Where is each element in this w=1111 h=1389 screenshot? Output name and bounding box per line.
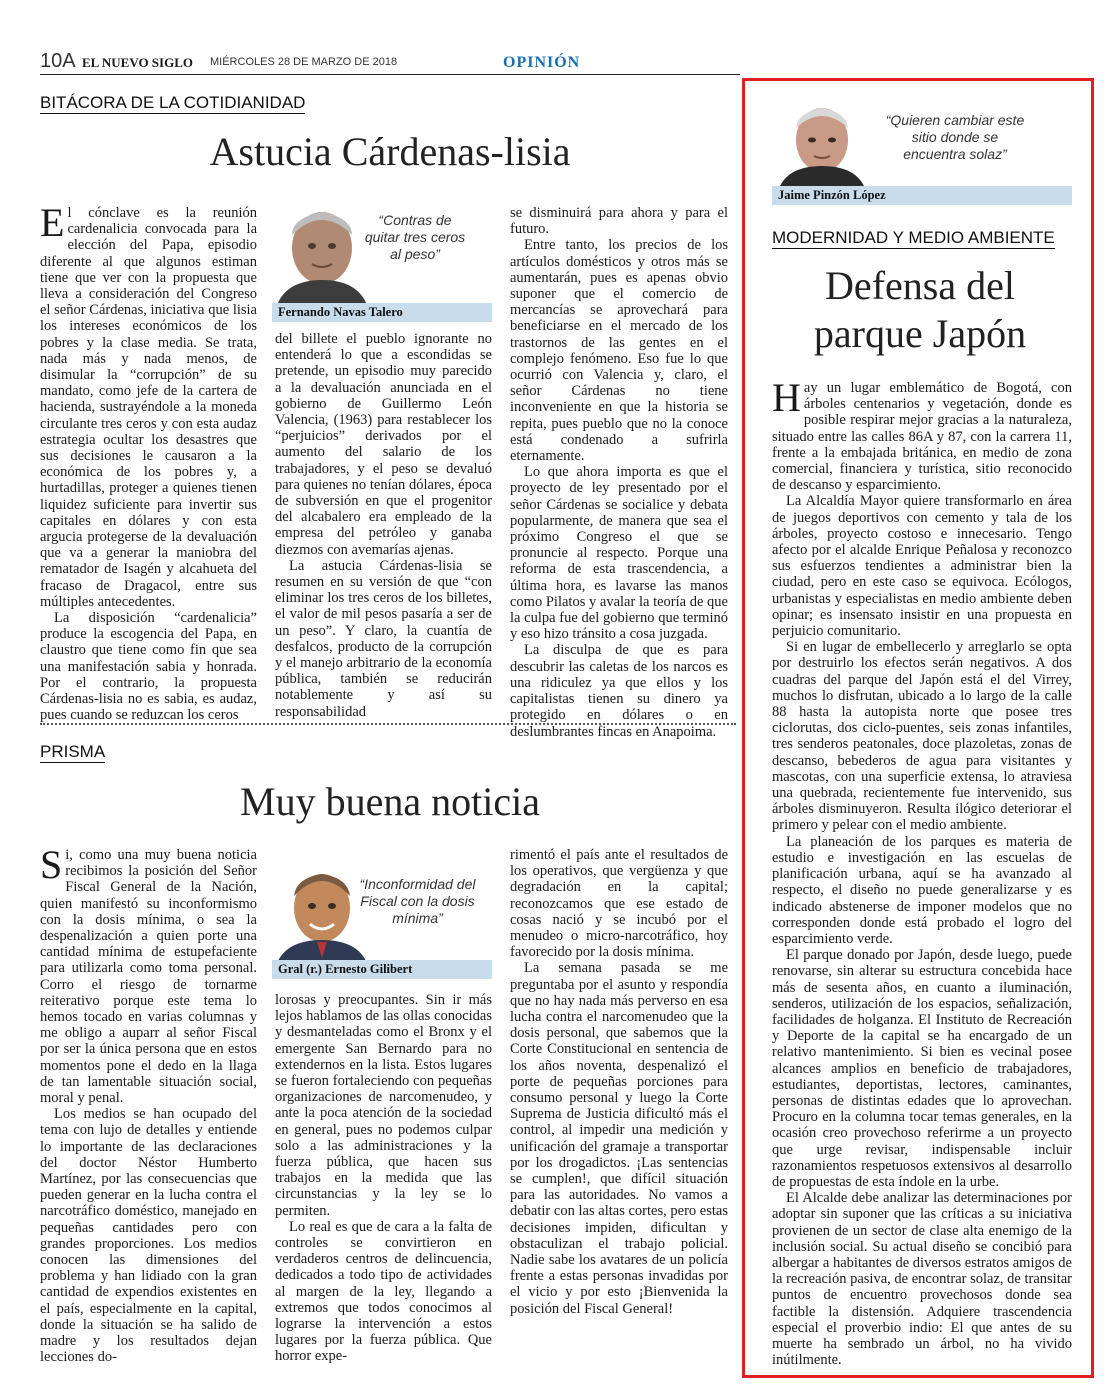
article2-byline: Gral (r.) Ernesto Gilibert <box>272 960 492 979</box>
article1-paragraph: se disminuirá para ahora y para el futuro. <box>510 205 728 238</box>
article1-kicker: BITÁCORA DE LA COTIDIANIDAD <box>40 93 306 112</box>
article2-paragraph: lorosas y preocupantes. Sin ir más lejos hablamos de las ollas conocidas y desmanteladas como el Bronx y el emergente San Bernardo para no extendernos en la lista. Estos lugares se fueron fortaleciendo con pequeñas organizaciones de narcomenudeo, y ante la poca atención de la sociedad en general, pues no podemos culpar solo a las administraciones y la fuerza pública, que hacen sus trabajos en la medida que las circunstancias y la ley se lo permiten. <box>275 992 492 1219</box>
article3-body <box>772 375 1072 1369</box>
newspaper-name: EL NUEVO SIGLO <box>82 55 193 70</box>
article2-pull-quote: “Inconformidad del Fiscal con la dosis mínima” <box>359 876 476 926</box>
article2-column-2 <box>275 992 492 1365</box>
dropcap: H <box>772 375 801 420</box>
author-photo-jaime-pinzon <box>772 98 872 186</box>
article1-column-2 <box>275 331 492 720</box>
article3-paragraph: Hay un lugar emblemático de Bogotá, con árboles centenarios y vegetación, donde es posible respirar mejor gracias a la naturaleza, situado entre las calles 86A y 87, con la carrera 11, frente a la embajada británica, en medio de zona comercial, financiera y turística, sitio reconocido de descanso y esparcimiento. <box>772 375 1072 494</box>
article1-paragraph: Entre tanto, los precios de los artículos domésticos y otros más se aumentarán, pues es apenas obvio suponer que el comercio de mercancías se aprovechará para beneficiarse en el mercado de los trastornos de las gentes en el complejo fenómeno. Eso fue lo que ocurrió con Valencia y, claro, el señor Cárdenas no tiene inconveniente en que la historia se repita, pues pueblo que no la conoce está condenado a sufrirla eternamente. <box>510 237 728 465</box>
dropcap: E <box>40 200 65 245</box>
article1-headline: Astucia Cárdenas-lisia <box>209 129 571 174</box>
article3-headline <box>760 262 1080 358</box>
article1-column-3 <box>510 205 728 740</box>
article2-paragraph: La semana pasada se me preguntaba por el asunto y respondía que no hay nada más perverso en esa lucha contra el narcomenudeo que la dosis personal, que sabemos que la Corte Constitucional en sentencia de los años noventa, despenalizó el porte de pequeñas porciones para consumo personal y luego la Corte Suprema de Justicia dificultó más el control, al impedir una medición y unificación del gramaje a transportar por los drogadictos. ¡Las sentencias se cumplen!, que difícil situación para las autoridades. No vamos a debatir con las altas cortes, pero estas decisiones impiden, dificultan y obstaculizan el trabajo policial. Nadie sabe los avatares de un policía frente a estas personas invadidas por el vicio y por esto ¡Bienvenida la posición del Fiscal General! <box>510 960 728 1317</box>
article1-paragraph: Lo que ahora importa es que el proyecto de ley presentado por el señor Cárdenas se socialice y debata popularmente, de manera que sea el próximo Congreso el que se pronuncie al respecto. Porque una reforma de esta trascendencia, a última hora, es lavarse las manos como Pilatos y avalar la teoría de que la culpa fue del gobierno que terminó y eso hizo tránsito a cosa juzgada. <box>510 464 728 643</box>
article3-headline-line-2: parque Japón <box>813 311 1027 356</box>
dropcap: S <box>40 842 63 887</box>
author-photo-fernando-navas <box>272 200 372 305</box>
article2-paragraph: rimentó el país ante el resultados de los operativos, que vergüenza y que degradación en la capital; reconozcamos que ese estado de cosas nació y se incubó por el menudeo o micro-narcotráfico, hoy favorecido por la dosis mínima. <box>510 847 728 961</box>
article1-paragraph: del billete el pueblo ignorante no entenderá lo que a escondidas se pretende, un episodio muy parecido a la devaluación anunciada en el gobierno de Guillermo León Valencia, (1963) para restablecer los “perjuicios” derivados por el aumento del salario de los trabajadores, y el peso se devaluó para quienes no tenían dólares, época de subversión en que el progenitor del alcabalero era empleado de la empresa del petróleo y ganaba diezmos con avemarías ajenas. <box>275 331 492 558</box>
article3-paragraph: Si en lugar de embellecerlo y arreglarlo se opta por destruirlo los efectos serán negativos. A dos cuadras del parque del Japón está el del Virrey, muchos lo disfrutan, ubicado a lo largo de la calle 88 hasta la autopista norte que posee tres ciclorutas, dos ciclo-puentes, seis zonas infantiles, tres senderos peatonales, doce plazoletas, zonas de descanso, bebederos de agua para visitantes y mascotas, con una superficie extensa, lo atraviesa una quebrada, recientemente fue intervenido, sus árboles disminuyeron. Resulta ilógico deteriorar el primero y pelear con el medio ambiente. <box>772 639 1072 834</box>
article3-paragraph: El Alcalde debe analizar las determinaciones por adoptar sin suponer que las críticas a su iniciativa provienen de un sector de clase alta enemigo de la inclusión social. Su actual diseño se concibió para albergar a habitantes de diversos estratos amigos de la recreación pasiva, de encontrar solaz, de transitar puntos de encuentro provechosos donde sea factible la distensión. Adquiere trascendencia especial el proverbio indio: El que antes de su muerte ha sembrado un árbol, no ha vivido inútilmente. <box>772 1190 1072 1369</box>
article1-pull-quote: “Contras de quitar tres ceros al peso” <box>364 212 466 262</box>
article2-paragraph: Lo real es que de cara a la falta de controles se convirtieron en verdaderos centros de delincuencia, dedicados a todo tipo de actividades al margen de la ley, llegando a extremos que todos conocimos al lograrse la intervención a estos lugares por la fuerza pública. Que horror expe- <box>275 1218 492 1365</box>
article1-paragraph: La disculpa de que es para descubrir las caletas de los narcos es una ridiculez ya que ellos y los capitalistas tienen su dinero ya protegido en dólares o en deslumbrantes fincas en Anapoima. <box>510 642 728 740</box>
article1-paragraph: El cónclave es la reunión cardenalicia convocada para la elección del Papa, episodio diferente al que algunos estiman tiene que ver con la propuesta que lleva a consideración del Congreso el señor Cárdenas, iniciativa que lisia los intereses económicos de los pobres y la clase media. Se trata, nada más y nada menos, de disimular la “corrupción” de su mandato, como jefe de la cartera de hacienda, sustrayéndole a la moneda circulante tres ceros y con esta audaz estrategia ocultar los desastres que sus decisiones le causaron a la económica de los pobres y, a hurtadillas, proteger a quienes tienen liquidez suficiente para invertir sus capitales en dólares y con esta argucia protegerse de la devaluación que va a generar la maniobra del rematador de Isagén y alcahueta del fracaso de Dragacol, entre sus múltiples antecedentes. <box>40 200 257 610</box>
masthead-rule <box>40 74 740 75</box>
article2-paragraph: Los medios se han ocupado del tema con lujo de detalles y entiende lo importante de las declaraciones del doctor Néstor Humberto Martínez, por las consecuencias que pueden generar en la lucha contra el narcotráfico doméstico, manejado en pequeñas cantidades pero con grandes proporciones. Los medios conocen las dimensiones del problema y han lidiado con la gran cantidad de expendios existentes en el país, especialmente en la capital, donde la situación se ha salido de madre y los resultados dejan lecciones do- <box>40 1106 257 1366</box>
article2-headline: Muy buena noticia <box>240 779 540 824</box>
article1-paragraph: La disposición “cardenalicia” produce la escogencia del Papa, en claustro que tiene como fin que sea una manifestación sabia y honrada. Por el contrario, la propuesta Cárdenas-lisia no es sabia, es audaz, pues cuando se reduzcan los ceros <box>40 610 257 724</box>
article2-column-1 <box>40 842 257 1366</box>
section-title: OPINIÓN <box>503 54 581 71</box>
article2-kicker: PRISMA <box>40 742 106 761</box>
article3-kicker: MODERNIDAD Y MEDIO AMBIENTE <box>772 228 1055 247</box>
article1-column-1 <box>40 200 257 724</box>
article3-headline-line-1: Defensa del <box>825 263 1015 308</box>
article3-paragraph: La Alcaldía Mayor quiere transformarlo en área de juegos deportivos con cemento y tala de los árboles, proyecto costoso e innecesario. Tengo afecto por el alcalde Enrique Peñalosa y reconozco sus esfuerzos tendientes a administrar bien la ciudad, pero en este caso se equivoca. Ecólogos, urbanistas y especialistas en medio ambiente deben opinar; es insensato insistir en una propuesta en perjuicio comunitario. <box>772 493 1072 640</box>
section-divider <box>40 723 736 725</box>
page-number: 10A <box>40 50 76 72</box>
article2-paragraph: Si, como una muy buena noticia recibimos la posición del Señor Fiscal General de la Nación, quien manifestó su inconformismo con la dosis mínima, o sea la despenalización a quien porte una cantidad mínima de estupefaciente para utilizarla como toma personal. Corro el riesgo de tornarme reiterativo porque este tema lo hemos tocado en varias columnas y me obligo a auparr al señor Fiscal por ser la única persona que en estos momentos pone el dedo en la llaga de tan lamentable situación social, moral y penal. <box>40 842 257 1107</box>
issue-date: MIÉRCOLES 28 DE MARZO DE 2018 <box>210 56 398 68</box>
article3-pull-quote: “Quieren cambiar este sitio donde se encuentra solaz” <box>885 112 1025 162</box>
article1-paragraph: La astucia Cárdenas-lisia se resumen en su versión de que “con eliminar los tres ceros de los billetes, el valor de mil pesos pasaría a ser de un peso”. Y claro, la cuantía de desfalcos, producto de la corrupción y el manejo arbitrario de la economía pública, también se reducirán notablemente y así su responsabilidad <box>275 557 492 720</box>
article1-byline: Fernando Navas Talero <box>272 303 492 322</box>
article2-column-3 <box>510 847 728 1337</box>
masthead <box>40 50 1100 72</box>
article3-paragraph: El parque donado por Japón, desde luego, puede renovarse, sin alterar su estructura concebida hace más de sesenta años, en cuanto a iluminación, senderos, utilización de los espacios, señalización, facilidades de holganza. El Instituto de Recreación y Deporte de la capital se ha encargado de un relativo mantenimiento. Si bien es vecinal posee alcances amplios en beneficio de trabajadores, estudiantes, deportistas, lectores, caminantes, personas de distintas edades que lo aprovechan. Procuro en la columna tocar temas generales, en la ocasión creo provechoso referirme a un proyecto que urge revisar, indispensable incluir razonamientos respetuosos extensivos al desarrollo de propuestas de esta índole en la urbe. <box>772 947 1072 1190</box>
article3-paragraph: La planeación de los parques es materia de estudio e investigación en las escuelas de planificación urbana, aquí se ha avanzado al respecto, el diseño no puede generalizarse y es indicado abstenerse de imponer modelos que no corresponden donde está probado el logro del esparcimiento verde. <box>772 833 1072 947</box>
article3-byline: Jaime Pinzón López <box>772 186 1072 205</box>
